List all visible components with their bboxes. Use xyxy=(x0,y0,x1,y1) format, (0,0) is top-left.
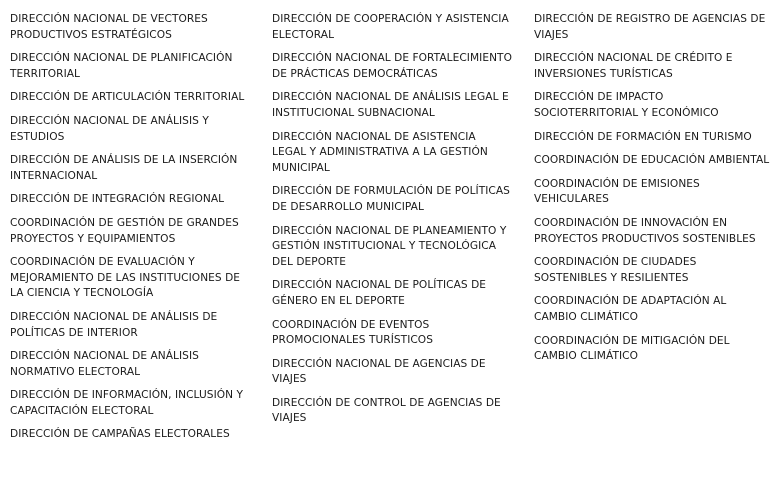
list-item: DIRECCIÓN DE ANÁLISIS DE LA INSERCIÓN INTERNACIONAL xyxy=(10,154,238,182)
list-item: COORDINACIÓN DE EDUCACIÓN AMBIENTAL xyxy=(534,154,770,167)
list-item: DIRECCIÓN NACIONAL DE PLANEAMIENTO Y GESTIÓN INSTITUCIONAL Y TECNOLÓGICA DEL DEPORTE xyxy=(272,224,507,268)
list-item: DIRECCIÓN NACIONAL DE AGENCIAS DE VIAJES xyxy=(272,357,486,386)
list-item: COORDINACIÓN DE CIUDADES SOSTENIBLES Y RESILIENTES xyxy=(534,256,697,284)
list-item: COORDINACIÓN DE EVALUACIÓN Y MEJORAMIENTO DE LAS INSTITUCIONES DE LA CIENCIA Y TECNOLOGÍA xyxy=(10,256,241,300)
column-2 xyxy=(272,12,512,435)
list-item: COORDINACIÓN DE MITIGACIÓN DEL CAMBIO CLIMÁTICO xyxy=(534,334,730,363)
list-item: DIRECCIÓN NACIONAL DE ASISTENCIA LEGAL Y ADMINISTRATIVA A LA GESTIÓN MUNICIPAL xyxy=(272,130,488,174)
list-item: COORDINACIÓN DE ADAPTACIÓN AL CAMBIO CLIMÁTICO xyxy=(534,295,727,323)
list-item: DIRECCIÓN DE COOPERACIÓN Y ASISTENCIA ELECTORAL xyxy=(272,13,509,41)
list-item: COORDINACIÓN DE GESTIÓN DE GRANDES PROYECTOS Y EQUIPAMIENTOS xyxy=(10,216,239,245)
list-item: DIRECCIÓN DE CAMPAÑAS ELECTORALES xyxy=(10,428,230,441)
list-item: DIRECCIÓN NACIONAL DE CRÉDITO E INVERSIONES TURÍSTICAS xyxy=(534,52,733,80)
list-item: DIRECCIÓN DE CONTROL DE AGENCIAS DE VIAJES xyxy=(272,396,501,425)
list-item: DIRECCIÓN DE FORMULACIÓN DE POLÍTICAS DE DESARROLLO MUNICIPAL xyxy=(272,185,510,213)
list-item: DIRECCIÓN NACIONAL DE POLÍTICAS DE GÉNERO EN EL DEPORTE xyxy=(272,279,487,307)
column-1 xyxy=(10,12,250,451)
list-item: DIRECCIÓN NACIONAL DE ANÁLISIS NORMATIVO ELECTORAL xyxy=(10,350,199,378)
list-item: DIRECCIÓN DE REGISTRO DE AGENCIAS DE VIAJES xyxy=(534,13,766,41)
list-item: DIRECCIÓN NACIONAL DE FORTALECIMIENTO DE PRÁCTICAS DEMOCRÁTICAS xyxy=(272,52,512,80)
list-item: COORDINACIÓN DE INNOVACIÓN EN PROYECTOS PRODUCTIVOS SOSTENIBLES xyxy=(534,216,756,245)
list-item: DIRECCIÓN DE FORMACIÓN EN TURISMO xyxy=(534,130,752,143)
list-item: DIRECCIÓN NACIONAL DE PLANIFICACIÓN TERRITORIAL xyxy=(10,52,233,80)
list-item: DIRECCIÓN DE INFORMACIÓN, INCLUSIÓN Y CAPACITACIÓN ELECTORAL xyxy=(10,389,244,417)
list-item: COORDINACIÓN DE EVENTOS PROMOCIONALES TURÍSTICOS xyxy=(272,318,433,347)
list-item: DIRECCIÓN DE ARTICULACIÓN TERRITORIAL xyxy=(10,91,245,104)
list-item: DIRECCIÓN NACIONAL DE ANÁLISIS Y ESTUDIOS xyxy=(10,114,209,143)
list-item: DIRECCIÓN NACIONAL DE ANÁLISIS LEGAL E INSTITUCIONAL SUBNACIONAL xyxy=(272,91,509,119)
list-item: COORDINACIÓN DE EMISIONES VEHICULARES xyxy=(534,177,700,206)
list-item: DIRECCIÓN NACIONAL DE ANÁLISIS DE POLÍTICAS DE INTERIOR xyxy=(10,310,218,339)
list-item: DIRECCIÓN DE IMPACTO SOCIOTERRITORIAL Y ECONÓMICO xyxy=(534,91,719,119)
list-item: DIRECCIÓN DE INTEGRACIÓN REGIONAL xyxy=(10,193,225,206)
column-3 xyxy=(534,12,770,373)
list-item: DIRECCIÓN NACIONAL DE VECTORES PRODUCTIVOS ESTRATÉGICOS xyxy=(10,13,208,41)
